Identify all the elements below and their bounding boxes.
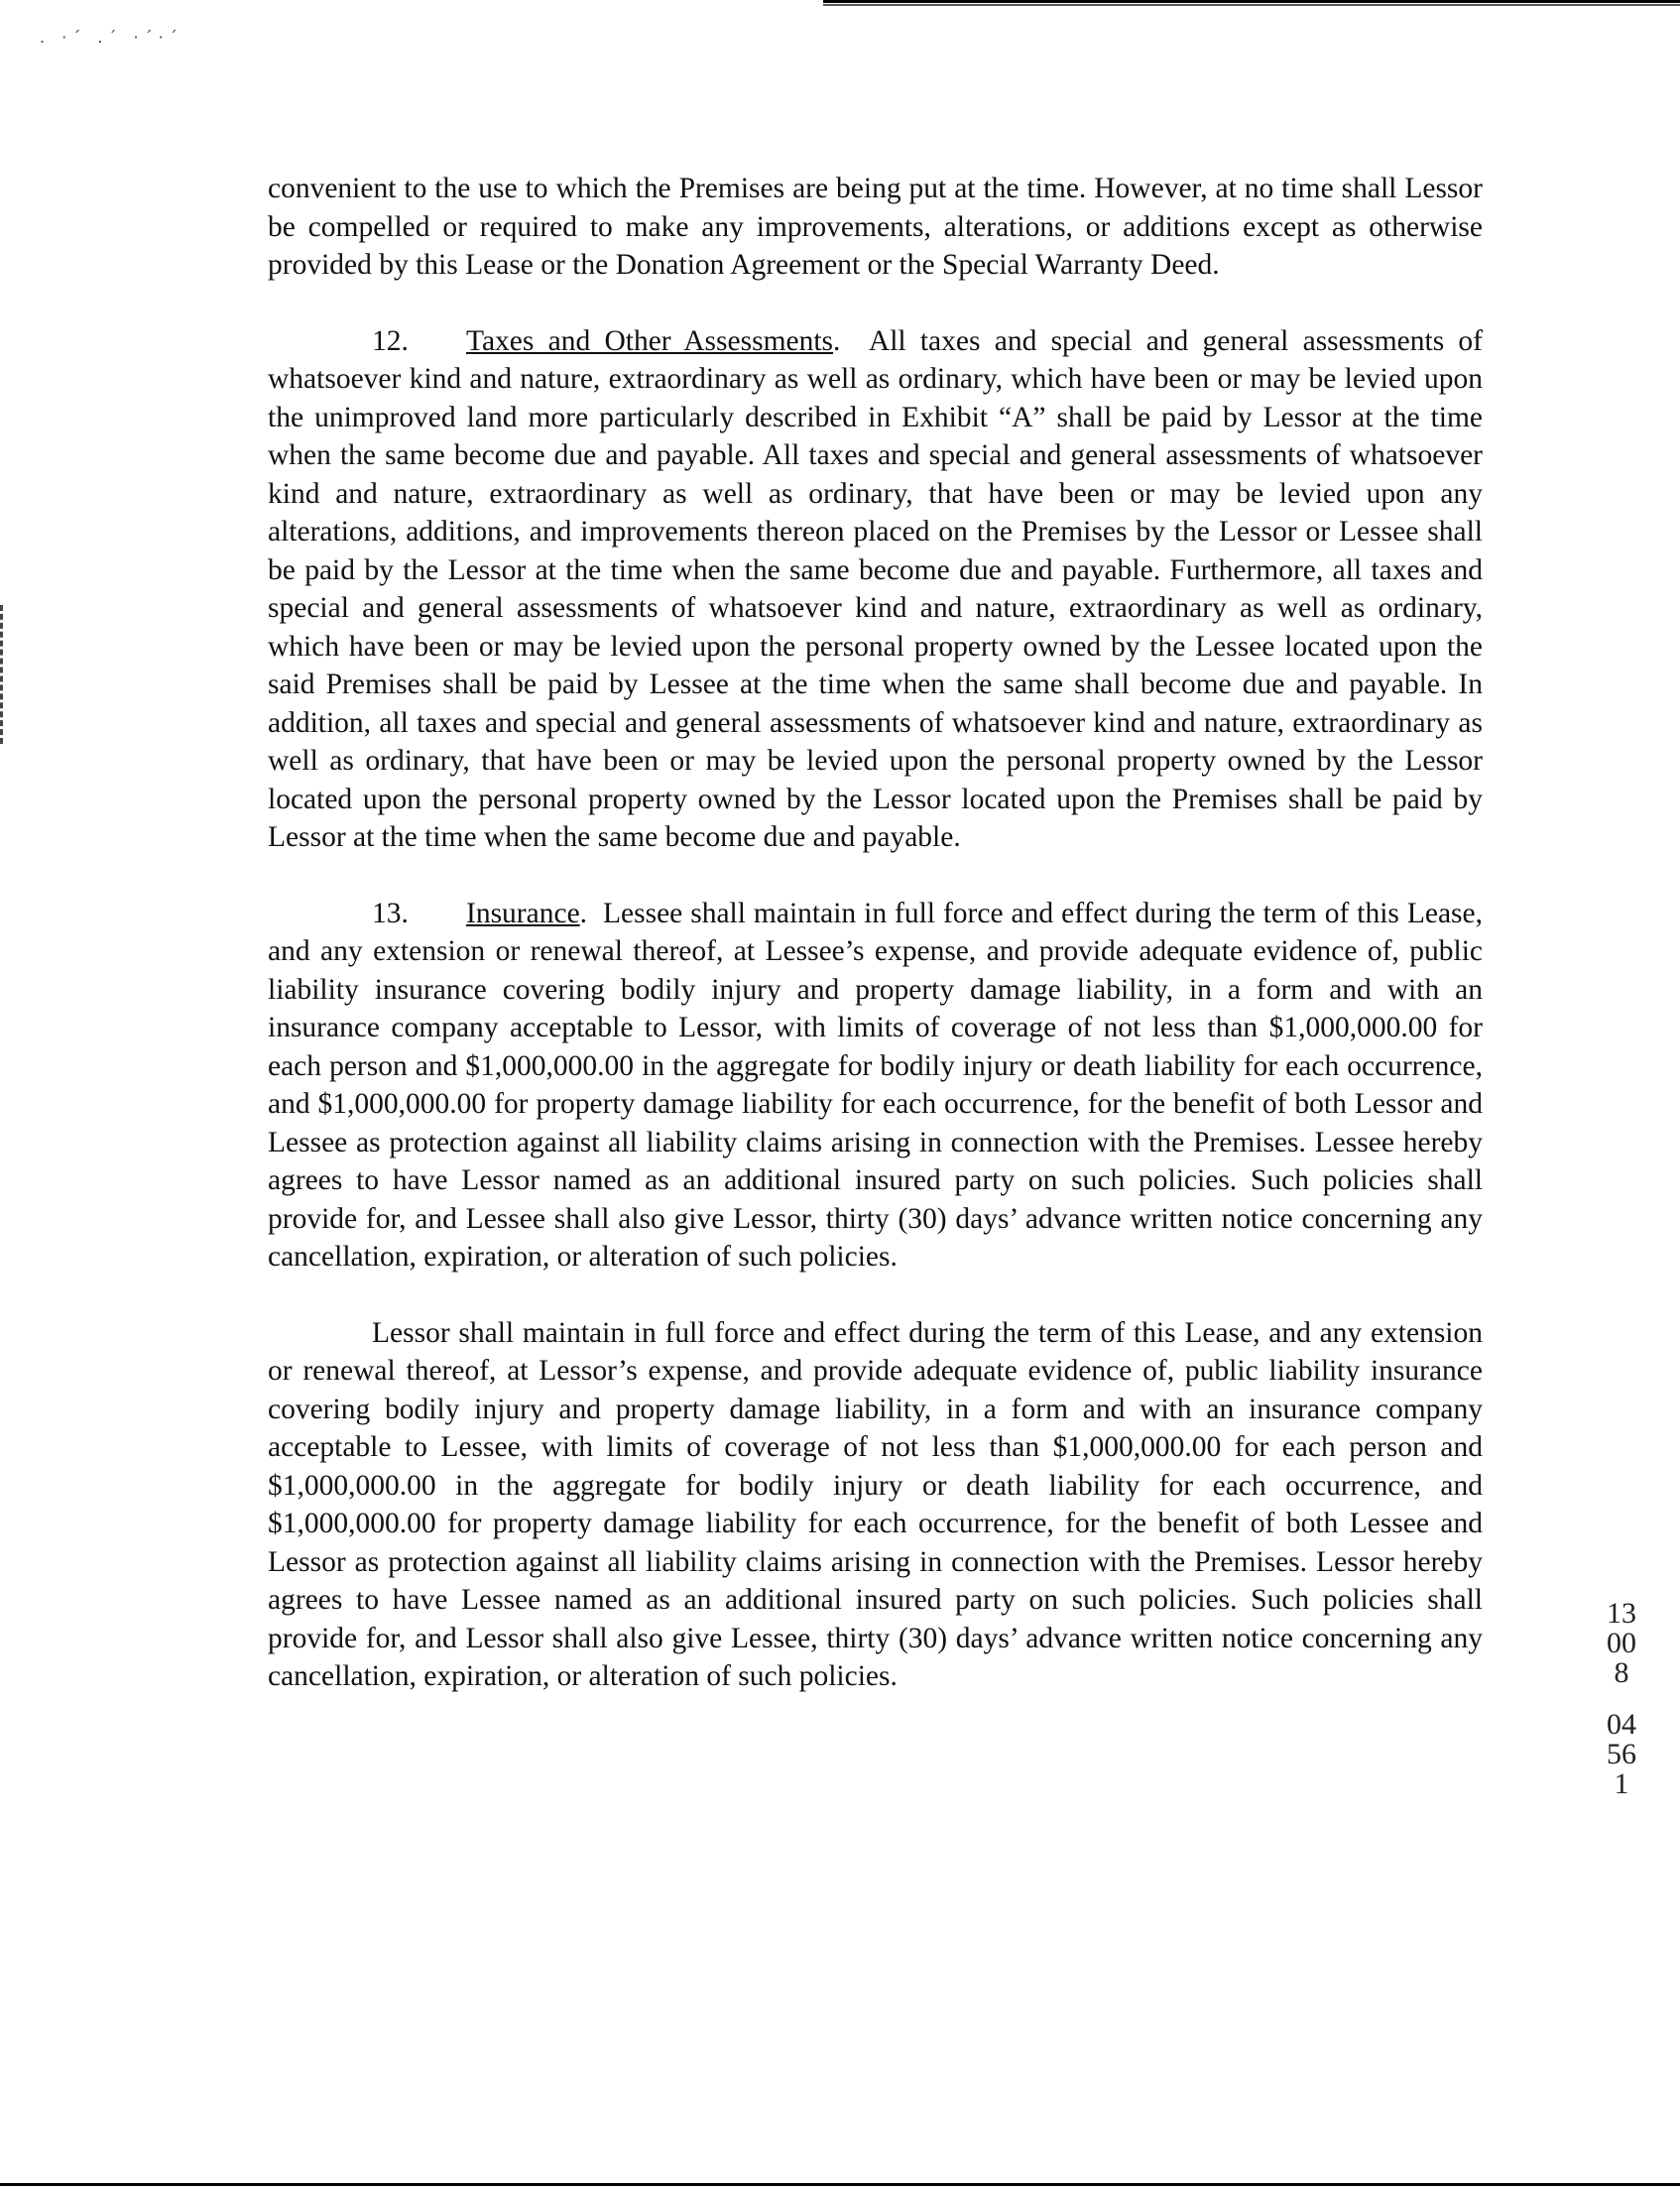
section-12-body: All taxes and special and general assessments of whatsoever kind and nature, extraordinary as well as ordinary, which have been or may be levied upon the unimproved land more particularly described in Exhibit “A” shall be paid by Lessor at the time when the same become due and payable. All taxes and special and general assessments of whatsoever kind and nature, extraordinary as well as ordinary, that have been or may be levied upon any alterations, additions, and improvements thereon placed on the Premises by the Lessor or Lessee shall be paid by the Lessor at the time when the same become due and payable. Furthermore, all taxes and special and general assessments of whatsoever kind and nature, extraordinary as well as ordinary, which have been or may be levied upon the personal property owned by the Lessee located upon the said Premises shall be paid by Lessee at the time when the same shall become due and payable. In addition, all taxes and special and general assessments of whatsoever kind and nature, extraordinary as well as ordinary, that have been or may be levied upon the personal property owned by the Lessor located upon the personal property owned by the Lessor located upon the Premises shall be paid by Lessor at the time when the same become due and payable.	[268, 324, 1484, 853]
lessor-insurance-paragraph: Lessor shall maintain in full force and effect during the term of this Lease, and any extension or renewal thereof, at Lessor’s expense, and provide adequate evidence of, public liability insurance covering bodily injury and property damage liability, in a form and with an insurance company acceptable to Lessee, with limits of coverage of not less than $1,000,000.00 for each person and $1,000,000.00 in the aggregate for bodily injury or death liability for each occurrence, and $1,000,000.00 for property damage liability for each occurrence, for the benefit of both Lessee and Lessor as protection against all liability claims arising in connection with the Premises. Lessor hereby agrees to have Lessee named as an additional insured party on such policies. Such policies shall provide for, and Lessor shall also give Lessee, thirty (30) days’ advance written notice concerning any cancellation, expiration, or alteration of such policies.	[268, 1316, 1483, 1692]
section-12-number: 12.	[372, 324, 409, 357]
top-border-line	[823, 0, 1680, 3]
section-12	[268, 322, 1483, 857]
side-stamp-part1: 13008	[1607, 1597, 1636, 1689]
bottom-border-line	[0, 2183, 1680, 2186]
document-body	[268, 170, 1483, 1734]
section-13-heading: Insurance	[466, 897, 580, 929]
left-margin-scan-marks	[0, 605, 7, 744]
section-12-heading: Taxes and Other Assessments	[466, 324, 834, 357]
scan-specks: . ·´ .´ ·´·´	[40, 28, 183, 47]
top-border-line-secondary	[823, 4, 1680, 6]
section-13-body: Lessee shall maintain in full force and effect during the term of this Lease, and any extension or renewal thereof, at Lessee’s expense, and provide adequate evidence of, public liability insurance covering bodily injury and property damage liability, in a form and with an insurance company acceptable to Lessor, with limits of coverage of not less than $1,000,000.00 for each person and $1,000,000.00 in the aggregate for bodily injury or death liability for each occurrence, and $1,000,000.00 for property damage liability for each occurrence, for the benefit of both Lessor and Lessee as protection against all liability claims arising in connection with the Premises. Lessee hereby agrees to have Lessor named as an additional insured party on such policies. Such policies shall provide for, and Lessee shall also give Lessor, thirty (30) days’ advance written notice concerning any cancellation, expiration, or alteration of such policies.	[268, 897, 1483, 1273]
section-12-heading-suffix: .	[833, 324, 841, 357]
section-13-number: 13.	[372, 897, 409, 929]
section-13	[268, 895, 1483, 1276]
side-stamp-part2: 04561	[1607, 1708, 1636, 1800]
paragraph-continuation: convenient to the use to which the Premises are being put at the time. However, at no time shall Lessor be compelled or required to make any improvements, alterations, or additions except as otherwise provided by this Lease or the Donation Agreement or the Special Warranty Deed.	[268, 173, 1483, 281]
section-13-heading-suffix: .	[579, 897, 588, 929]
side-document-stamp	[1602, 1599, 1641, 1799]
